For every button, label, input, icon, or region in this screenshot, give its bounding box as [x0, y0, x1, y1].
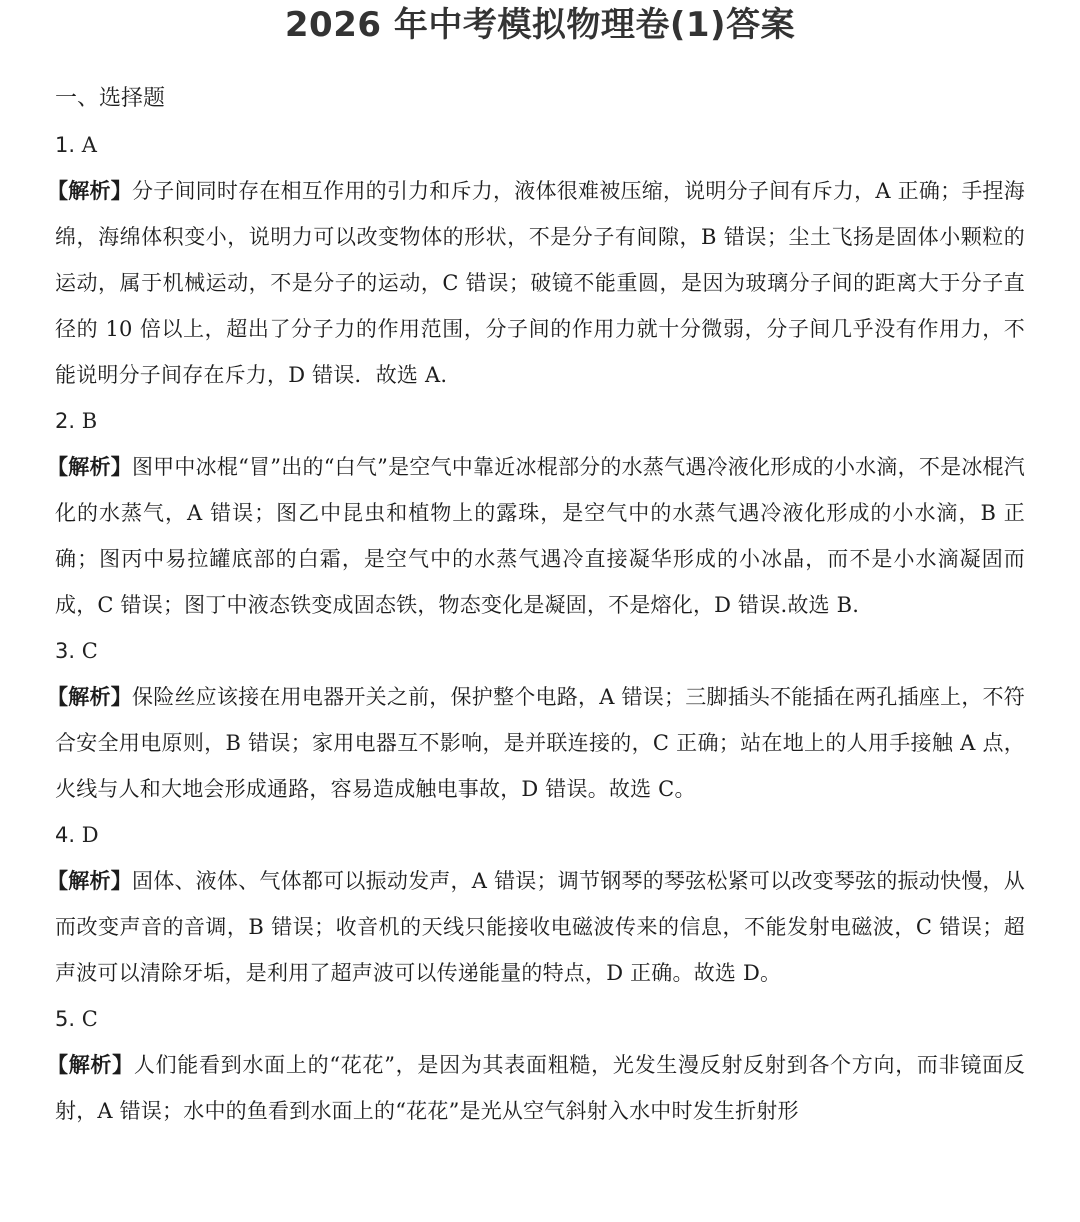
- explanation-label: 【解析】: [47, 179, 132, 203]
- question-index: 2.: [55, 409, 76, 433]
- question-explanation: [47, 858, 1026, 996]
- section-heading: 一、选择题: [55, 86, 166, 111]
- question-explanation: [47, 168, 1026, 398]
- answer-content: [47, 76, 1026, 1134]
- explanation-text: 固体、液体、气体都可以振动发声，A 错误；调节钢琴的琴弦松紧可以改变琴弦的振动快慢，从而改变声音的音调，B 错误；收音机的天线只能接收电磁波传来的信息，不能发射电磁波，C 错误；超声波可以清除牙垢，是利用了超声波可以传递能量的特点，D 正确。故选 D。: [55, 869, 1026, 985]
- question-number: [55, 122, 1025, 168]
- question-answer: B: [81, 409, 98, 433]
- document-title: 2026 年中考模拟物理卷(1)答案: [284, 5, 796, 45]
- explanation-label: 【解析】: [47, 869, 132, 893]
- explanation-label: 【解析】: [47, 1053, 134, 1077]
- question-index: 3.: [55, 639, 76, 663]
- question-explanation: [47, 444, 1025, 628]
- question-answer: A: [81, 133, 97, 157]
- question-index: 5.: [55, 1007, 76, 1031]
- explanation-text: 图甲中冰棍“冒”出的“白气”是空气中靠近冰棍部分的水蒸气遇冷液化形成的小水滴，不是冰棍汽化的水蒸气，A 错误；图乙中昆虫和植物上的露珠，是空气中的水蒸气遇冷液化形成的小水滴，B 正确；图丙中易拉罐底部的白霜，是空气中的水蒸气遇冷直接凝华形成的小冰晶，而不是小水滴凝固而成，C 错误；图丁中液态铁变成固态铁，物态变化是凝固，不是熔化，D 错误.故选 B.: [55, 455, 1025, 617]
- question-number: [55, 398, 1025, 444]
- explanation-text: 保险丝应该接在用电器开关之前，保护整个电路，A 错误；三脚插头不能插在两孔插座上，不符合安全用电原则，B 错误；家用电器互不影响，是并联连接的，C 正确；站在地上的人用手接触 A 点，火线与人和大地会形成通路，容易造成触电事故，D 错误。故选 C。: [55, 685, 1026, 801]
- question-explanation: [47, 1042, 1025, 1134]
- question-explanation: [47, 674, 1026, 812]
- explanation-text: 人们能看到水面上的“花花”，是因为其表面粗糙，光发生漫反射反射到各个方向，而非镜面反射，A 错误；水中的鱼看到水面上的“花花”是光从空气斜射入水中时发生折射形: [55, 1053, 1025, 1123]
- explanation-label: 【解析】: [47, 685, 132, 709]
- question-answer: D: [81, 823, 99, 847]
- question-answer: C: [81, 639, 98, 663]
- question-number: [55, 628, 1025, 674]
- explanation-label: 【解析】: [47, 455, 132, 479]
- question-number: [55, 812, 1025, 858]
- question-index: 1.: [55, 133, 76, 157]
- question-index: 4.: [55, 823, 76, 847]
- explanation-text: 分子间同时存在相互作用的引力和斥力，液体很难被压缩，说明分子间有斥力，A 正确；手捏海绵，海绵体积变小，说明力可以改变物体的形状，不是分子有间隙，B 错误；尘土飞扬是固体小颗粒的运动，属于机械运动，不是分子的运动，C 错误；破镜不能重圆，是因为玻璃分子间的距离大于分子直径的 10 倍以上，超出了分子力的作用范围，分子间的作用力就十分微弱，分子间几乎没有作用力，不能说明分子间存在斥力，D 错误．故选 A.: [55, 179, 1026, 387]
- question-answer: C: [81, 1007, 98, 1031]
- question-number: [55, 996, 1025, 1042]
